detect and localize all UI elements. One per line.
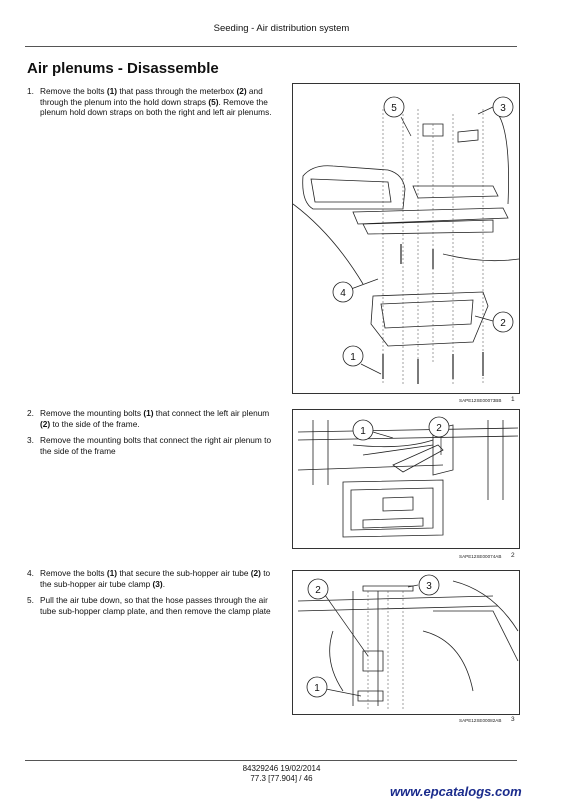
- figure-2: [292, 409, 520, 549]
- figure-1-code: SAPE12SE00073BB: [459, 398, 502, 403]
- part-reference: (2): [40, 418, 51, 429]
- step-text: Remove the bolts: [40, 568, 107, 578]
- callout-1: 1: [314, 683, 320, 694]
- figure-1-drawing: [293, 84, 519, 393]
- figure-3-code: SAPE12SE00082AB: [459, 718, 502, 723]
- step-number: 1.: [27, 86, 34, 96]
- part-reference: (5): [208, 96, 219, 107]
- figure-2-code: SAPE12SE00074AB: [459, 554, 502, 559]
- callout-4: 4: [340, 288, 346, 299]
- step-list-2: [27, 408, 275, 462]
- figure-3-number: 3: [511, 716, 515, 723]
- step-text: Pull the air tube down, so that the hose passes through the air tube sub-hopper clamp plate, and then remove the clamp plate: [40, 595, 271, 616]
- step-item: [27, 595, 275, 616]
- step-number: 2.: [27, 408, 34, 418]
- step-text: that secure the sub-hopper air tube: [117, 568, 251, 578]
- figure-3: [292, 570, 520, 715]
- part-reference: (1): [143, 408, 154, 418]
- step-number: 5.: [27, 595, 34, 606]
- figure-2-drawing: [293, 410, 519, 548]
- part-reference: (2): [236, 86, 247, 96]
- figure-2-number: 2: [511, 552, 515, 559]
- step-item: [27, 435, 275, 456]
- step-item: [27, 86, 275, 118]
- callout-1: 1: [350, 352, 356, 363]
- step-number: 3.: [27, 435, 34, 446]
- step-text: Remove the mounting bolts: [40, 408, 144, 418]
- figure-1: [292, 83, 520, 394]
- step-text: .: [162, 578, 165, 589]
- step-text: . Remove the plenum hold down straps on both the right and left air plenums.: [40, 96, 272, 118]
- callout-2: 2: [436, 423, 442, 434]
- step-text: to the side of the frame.: [50, 418, 140, 429]
- callout-3: 3: [426, 581, 432, 592]
- callout-5: 5: [391, 103, 397, 114]
- step-item: [27, 568, 275, 589]
- callout-1: 1: [360, 426, 366, 437]
- part-reference: (3): [152, 578, 163, 589]
- step-number: 4.: [27, 568, 34, 578]
- step-text: Remove the mounting bolts that connect the right air plenum to the side of the frame: [40, 435, 272, 456]
- part-reference: (1): [106, 86, 118, 96]
- step-text: to the sub-hopper air tube clamp: [40, 568, 271, 589]
- page-title: Air plenums - Disassemble: [27, 60, 219, 77]
- step-text: and through the plenum into the hold down straps: [40, 86, 263, 107]
- footer-page-ref: 77.3 [77.904] / 46: [250, 774, 313, 783]
- figure-3-drawing: [293, 571, 519, 714]
- part-reference: (1): [106, 568, 118, 578]
- step-text: that connect the left air plenum: [153, 408, 270, 418]
- footer-doc-id: 84329246 19/02/2014: [242, 764, 321, 773]
- watermark: www.epcatalogs.com: [390, 784, 522, 799]
- step-item: [27, 408, 275, 429]
- step-text: Remove the bolts: [40, 86, 107, 96]
- header-rule: [25, 46, 517, 47]
- callout-3: 3: [500, 103, 506, 114]
- callout-2: 2: [500, 318, 506, 329]
- callout-2: 2: [315, 585, 321, 596]
- step-list-3: [27, 568, 275, 622]
- step-list-1: [27, 86, 275, 124]
- page-header: Seeding - Air distribution system: [213, 23, 350, 34]
- step-text: that pass through the meterbox: [117, 86, 237, 96]
- part-reference: (2): [250, 568, 261, 578]
- figure-1-number: 1: [511, 396, 515, 403]
- footer-rule: [25, 760, 517, 761]
